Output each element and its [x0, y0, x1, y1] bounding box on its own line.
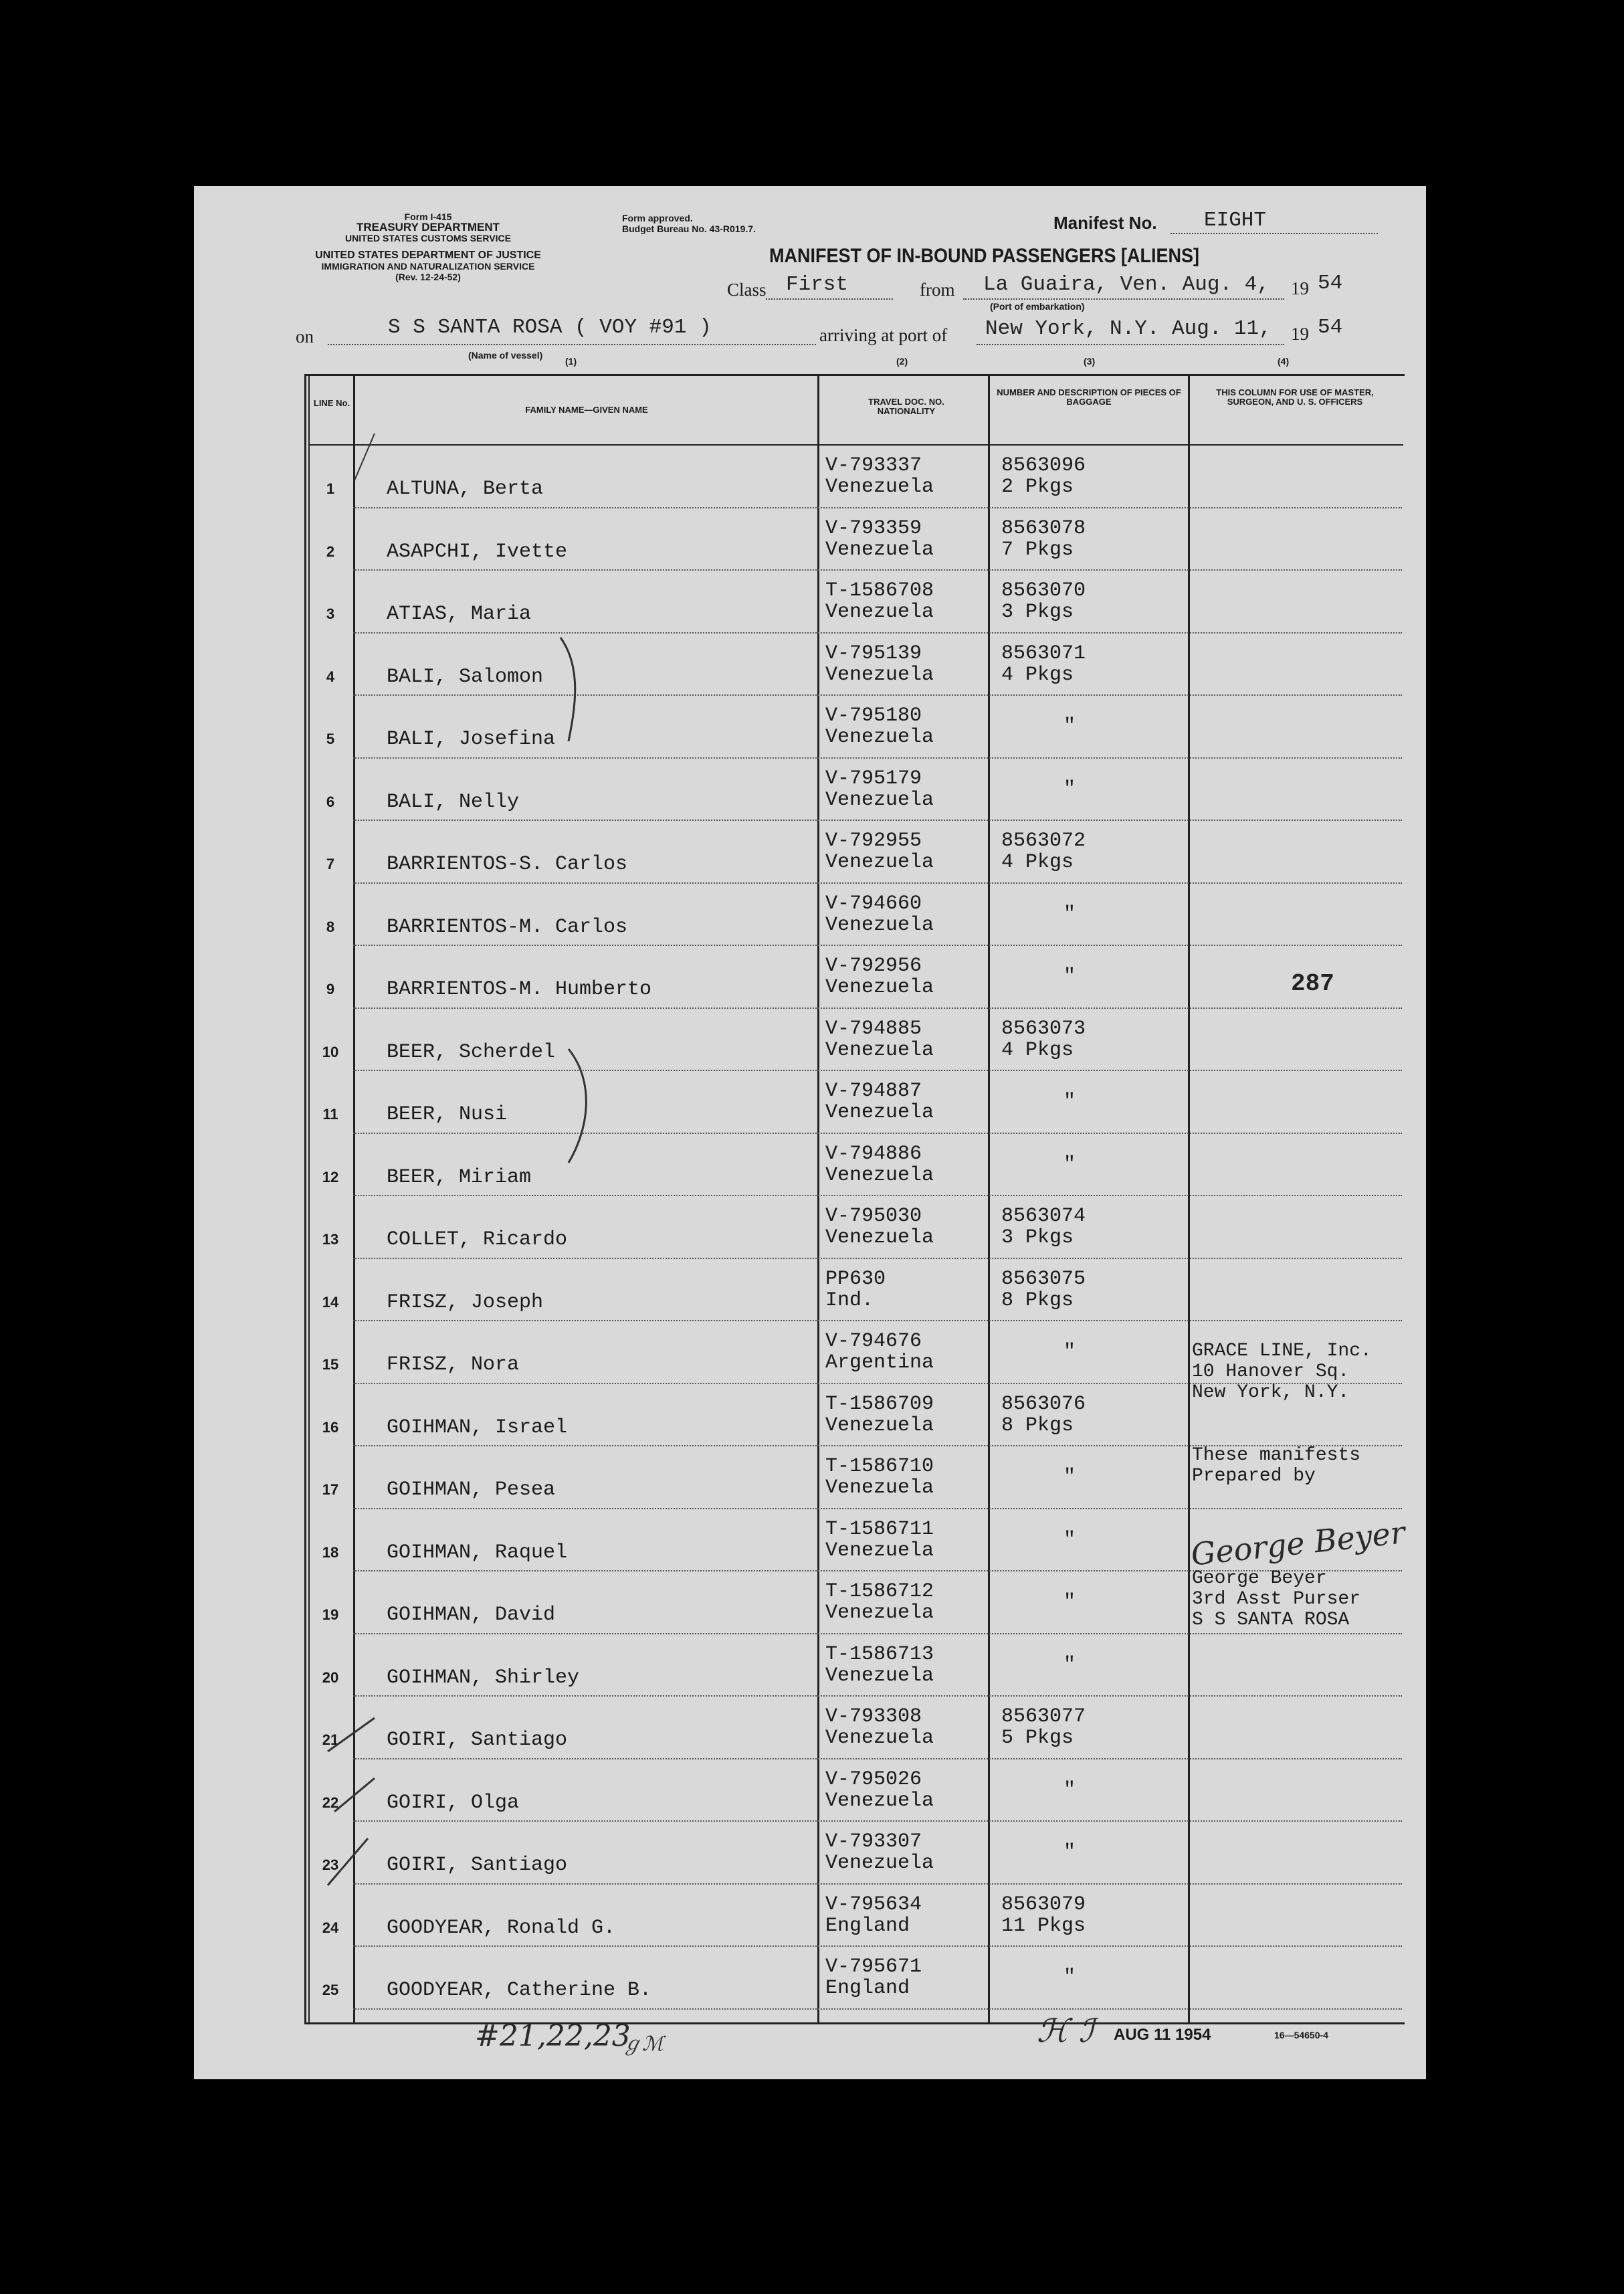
baggage-ditto: ": [1063, 902, 1076, 926]
col-header-line: LINE No.: [313, 398, 350, 408]
on-label: on: [296, 326, 314, 347]
nationality: Venezuela: [825, 601, 934, 624]
purser-signature: George Beyer: [1189, 1514, 1407, 1573]
nationality: Venezuela: [825, 976, 934, 999]
passenger-name: GOIHMAN, David: [387, 1604, 556, 1626]
travel-doc-number: T-1586710: [825, 1455, 934, 1478]
nationality: Venezuela: [825, 1414, 934, 1437]
passenger-name: GOIHMAN, Pesea: [387, 1478, 556, 1501]
nationality: Venezuela: [825, 663, 934, 686]
baggage-pieces: 5 Pkgs: [1001, 1727, 1074, 1749]
arrival-year: 54: [1318, 316, 1343, 339]
manifest-number: EIGHT: [1204, 209, 1267, 232]
passenger-name: FRISZ, Joseph: [387, 1291, 544, 1314]
baggage-number: 8563077: [1001, 1705, 1086, 1728]
baggage-pieces: 7 Pkgs: [1001, 538, 1074, 561]
travel-doc-number: T-1586709: [825, 1392, 934, 1416]
travel-doc-number: V-795180: [825, 704, 922, 727]
col-mark-2: (2): [896, 356, 908, 367]
bracket-bali: [561, 638, 575, 741]
travel-doc-number: V-795139: [825, 642, 922, 665]
tick-mark-23: [328, 1838, 368, 1885]
bracket-beer: [569, 1049, 586, 1163]
row-line-number: 1: [326, 480, 335, 497]
travel-doc-number: V-795179: [825, 767, 922, 790]
passenger-name: ALTUNA, Berta: [387, 478, 544, 500]
nationality: Venezuela: [825, 1602, 934, 1624]
nationality: Argentina: [825, 1351, 934, 1374]
justice-dept: UNITED STATES DEPARTMENT OF JUSTICE: [315, 250, 541, 261]
baggage-pieces: 3 Pkgs: [1001, 1226, 1074, 1249]
passenger-name: GOIHMAN, Israel: [387, 1416, 568, 1439]
purser-vessel: S S SANTA ROSA: [1192, 1610, 1350, 1630]
ins-service: IMMIGRATION AND NATURALIZATION SERVICE: [321, 261, 535, 272]
baggage-number: 8563073: [1001, 1017, 1086, 1040]
page-title: MANIFEST OF IN-BOUND PASSENGERS [ALIENS]: [769, 245, 1200, 267]
baggage-pieces: 8 Pkgs: [1001, 1288, 1074, 1312]
baggage-ditto: ": [1063, 1090, 1076, 1113]
row-line-number: 20: [322, 1668, 339, 1686]
row-line-number: 18: [322, 1543, 339, 1561]
passenger-name: FRISZ, Nora: [387, 1353, 520, 1376]
passenger-name: GOODYEAR, Catherine B.: [387, 1979, 652, 2002]
handwritten-note: #21,22,23: [475, 2019, 631, 2053]
travel-doc-number: T-1586711: [825, 1517, 934, 1541]
row-line-number: 6: [326, 793, 335, 810]
travel-doc-number: V-795634: [825, 1893, 922, 1916]
baggage-number: 8563076: [1001, 1392, 1086, 1416]
baggage-number: 8563078: [1001, 516, 1086, 540]
row-line-number: 23: [322, 1856, 339, 1873]
travel-doc-number: V-793307: [825, 1830, 922, 1853]
embark-caption: (Port of embarkation): [990, 301, 1085, 312]
baggage-ditto: ": [1063, 715, 1076, 738]
col-mark-1: (1): [565, 356, 577, 367]
passenger-name: BALI, Salomon: [387, 665, 544, 688]
passenger-name: GOIRI, Olga: [387, 1791, 520, 1814]
officer-mark: 287: [1291, 970, 1334, 997]
passenger-name: GOIHMAN, Shirley: [387, 1666, 580, 1689]
row-line-number: 21: [322, 1731, 339, 1748]
passenger-name: GOIRI, Santiago: [387, 1729, 568, 1751]
year-prefix: 19: [1291, 278, 1309, 298]
row-line-number: 4: [326, 668, 335, 685]
handwritten-initials: ℊℳ: [622, 2032, 664, 2056]
passenger-name: GOIHMAN, Raquel: [387, 1541, 568, 1564]
baggage-pieces: 11 Pkgs: [1001, 1914, 1086, 1937]
row-line-number: 7: [326, 856, 335, 872]
from-label: from: [920, 280, 955, 300]
baggage-number: 8563071: [1001, 642, 1086, 665]
purser-name: George Beyer: [1192, 1568, 1327, 1589]
nationality: England: [825, 1977, 910, 2000]
travel-doc-number: V-794660: [825, 892, 922, 915]
row-line-number: 14: [322, 1293, 339, 1311]
baggage-number: 8563079: [1001, 1893, 1086, 1916]
revision-date: (Rev. 12-24-52): [395, 272, 461, 282]
vessel-name: S S SANTA ROSA ( VOY #91 ): [388, 316, 712, 339]
col-mark-4: (4): [1278, 356, 1290, 367]
form-code: 16—54650-4: [1274, 2030, 1328, 2040]
tick-mark-21: [328, 1718, 375, 1751]
row-line-number: 25: [322, 1982, 339, 1998]
baggage-pieces: 2 Pkgs: [1001, 476, 1074, 498]
form-number: Form I-415: [404, 211, 452, 222]
vessel-caption: (Name of vessel): [468, 350, 543, 361]
travel-doc-number: V-795671: [825, 1955, 922, 1978]
class-label: Class: [727, 280, 767, 300]
baggage-ditto: ": [1063, 777, 1076, 801]
agent-line-1: GRACE LINE, Inc.: [1192, 1341, 1372, 1361]
travel-doc-number: T-1586713: [825, 1642, 934, 1666]
row-line-number: 13: [322, 1231, 339, 1248]
nationality: Venezuela: [825, 538, 934, 561]
row-line-number: 2: [326, 543, 335, 560]
nationality: Ind.: [825, 1288, 874, 1312]
baggage-ditto: ": [1063, 1778, 1076, 1802]
baggage-ditto: ": [1063, 1966, 1076, 1989]
tick-mark-1: [354, 434, 375, 480]
row-line-number: 22: [322, 1794, 339, 1811]
travel-doc-number: V-794886: [825, 1142, 922, 1165]
baggage-ditto: ": [1063, 1341, 1076, 1363]
nationality: Venezuela: [825, 788, 934, 811]
baggage-ditto: ": [1063, 965, 1076, 988]
baggage-ditto: ": [1063, 1153, 1076, 1176]
passenger-name: BEER, Miriam: [387, 1165, 532, 1189]
travel-doc-number: V-794676: [825, 1330, 922, 1353]
baggage-ditto: ": [1063, 1528, 1076, 1551]
tick-mark-22: [334, 1778, 375, 1812]
travel-doc-number: V-794887: [825, 1080, 922, 1103]
row-line-number: 10: [322, 1043, 339, 1060]
passenger-name: COLLET, Ricardo: [387, 1228, 568, 1251]
row-line-number: 8: [326, 918, 335, 935]
manifest-label: Manifest No.: [1053, 213, 1157, 233]
col-mark-3: (3): [1084, 356, 1096, 367]
embarkation-value: La Guaira, Ven. Aug. 4,: [983, 273, 1270, 296]
form-approved: Form approved.: [622, 213, 693, 223]
col-header-baggage: NUMBER AND DESCRIPTION OF PIECES OF BAGGAGE: [997, 387, 1181, 407]
purser-title: 3rd Asst Purser: [1192, 1589, 1361, 1610]
year-prefix-2: 19: [1291, 324, 1309, 344]
col-header-name: FAMILY NAME—GIVEN NAME: [525, 405, 648, 415]
agent-line-2: 10 Hanover Sq.: [1192, 1361, 1350, 1382]
col-header-officers: THIS COLUMN FOR USE OF MASTER, SURGEON, AND U. S. OFFICERS: [1216, 387, 1374, 407]
baggage-number: 8563074: [1001, 1205, 1086, 1228]
nationality: Venezuela: [825, 1101, 934, 1124]
baggage-ditto: ": [1063, 1653, 1076, 1677]
travel-doc-number: V-794885: [825, 1017, 922, 1040]
baggage-pieces: 3 Pkgs: [1001, 601, 1074, 624]
manifest-page: [194, 186, 1426, 2079]
nationality: Venezuela: [825, 1163, 934, 1187]
baggage-pieces: 4 Pkgs: [1001, 663, 1074, 686]
travel-doc-number: V-792955: [825, 830, 922, 852]
baggage-ditto: ": [1063, 1841, 1076, 1864]
nationality: Venezuela: [825, 1664, 934, 1687]
travel-doc-number: V-793337: [825, 454, 922, 477]
row-line-number: 11: [322, 1106, 338, 1123]
agent-line-3: New York, N.Y.: [1192, 1382, 1350, 1403]
prepared-line-2: Prepared by: [1192, 1466, 1316, 1487]
prepared-line-1: These manifests: [1192, 1445, 1361, 1466]
nationality: Venezuela: [825, 1727, 934, 1749]
departure-year: 54: [1318, 272, 1343, 295]
row-line-number: 9: [326, 981, 335, 997]
passenger-name: ATIAS, Maria: [387, 603, 532, 626]
row-line-number: 16: [322, 1418, 339, 1436]
passenger-name: BARRIENTOS-M. Carlos: [387, 915, 628, 939]
passenger-name: BALI, Josefina: [387, 728, 556, 751]
customs-service: UNITED STATES CUSTOMS SERVICE: [345, 233, 511, 244]
date-stamp: AUG 11 1954: [1114, 2026, 1211, 2044]
travel-doc-number: V-795026: [825, 1767, 922, 1791]
travel-doc-number: T-1586712: [825, 1580, 934, 1603]
nationality: Venezuela: [825, 913, 934, 937]
row-line-number: 24: [322, 1919, 339, 1936]
row-line-number: 12: [322, 1168, 339, 1185]
inspector-initials: ℋ ℐ: [1037, 2012, 1094, 2050]
baggage-pieces: 4 Pkgs: [1001, 1038, 1074, 1062]
travel-doc-number: V-793308: [825, 1705, 922, 1728]
nationality: Venezuela: [825, 1539, 934, 1562]
row-line-number: 15: [322, 1356, 339, 1373]
baggage-ditto: ": [1063, 1591, 1076, 1614]
nationality: Venezuela: [825, 851, 934, 874]
passenger-name: BARRIENTOS-M. Humberto: [387, 978, 652, 1001]
class-value: First: [786, 273, 849, 296]
row-line-number: 5: [326, 731, 335, 747]
nationality: Venezuela: [825, 1476, 934, 1499]
row-line-number: 17: [322, 1481, 339, 1498]
passenger-name: GOODYEAR, Ronald G.: [387, 1916, 616, 1939]
baggage-number: 8563096: [1001, 454, 1086, 477]
arrival-value: New York, N.Y. Aug. 11,: [985, 317, 1272, 341]
baggage-pieces: 8 Pkgs: [1001, 1414, 1074, 1437]
passenger-name: BEER, Scherdel: [387, 1040, 556, 1064]
col-header-doc: TRAVEL DOC. NO. NATIONALITY: [868, 397, 944, 416]
travel-doc-number: T-1586708: [825, 579, 934, 602]
nationality: Venezuela: [825, 1852, 934, 1875]
baggage-number: 8563075: [1001, 1267, 1086, 1291]
travel-doc-number: V-792956: [825, 955, 922, 977]
travel-doc-number: V-795030: [825, 1205, 922, 1228]
baggage-pieces: 4 Pkgs: [1001, 851, 1074, 874]
passenger-name: BEER, Nusi: [387, 1103, 508, 1126]
baggage-number: 8563070: [1001, 579, 1086, 602]
handwritten-marks: [194, 186, 1426, 2079]
nationality: Venezuela: [825, 476, 934, 498]
travel-doc-number: V-793359: [825, 516, 922, 540]
passenger-name: GOIRI, Santiago: [387, 1854, 568, 1877]
nationality: Venezuela: [825, 1226, 934, 1249]
nationality: Venezuela: [825, 1789, 934, 1812]
nationality: Venezuela: [825, 1038, 934, 1062]
passenger-name: ASAPCHI, Ivette: [387, 540, 568, 563]
nationality: England: [825, 1914, 910, 1937]
passenger-name: BALI, Nelly: [387, 790, 520, 814]
treasury-dept: TREASURY DEPARTMENT: [356, 221, 500, 233]
baggage-ditto: ": [1063, 1466, 1076, 1489]
nationality: Venezuela: [825, 726, 934, 749]
row-line-number: 19: [322, 1606, 339, 1623]
budget-bureau: Budget Bureau No. 43-R019.7.: [622, 223, 756, 234]
passenger-name: BARRIENTOS-S. Carlos: [387, 853, 628, 876]
travel-doc-number: PP630: [825, 1267, 886, 1291]
arriving-label: arriving at port of: [819, 325, 948, 345]
baggage-number: 8563072: [1001, 830, 1086, 852]
row-line-number: 3: [326, 605, 335, 622]
